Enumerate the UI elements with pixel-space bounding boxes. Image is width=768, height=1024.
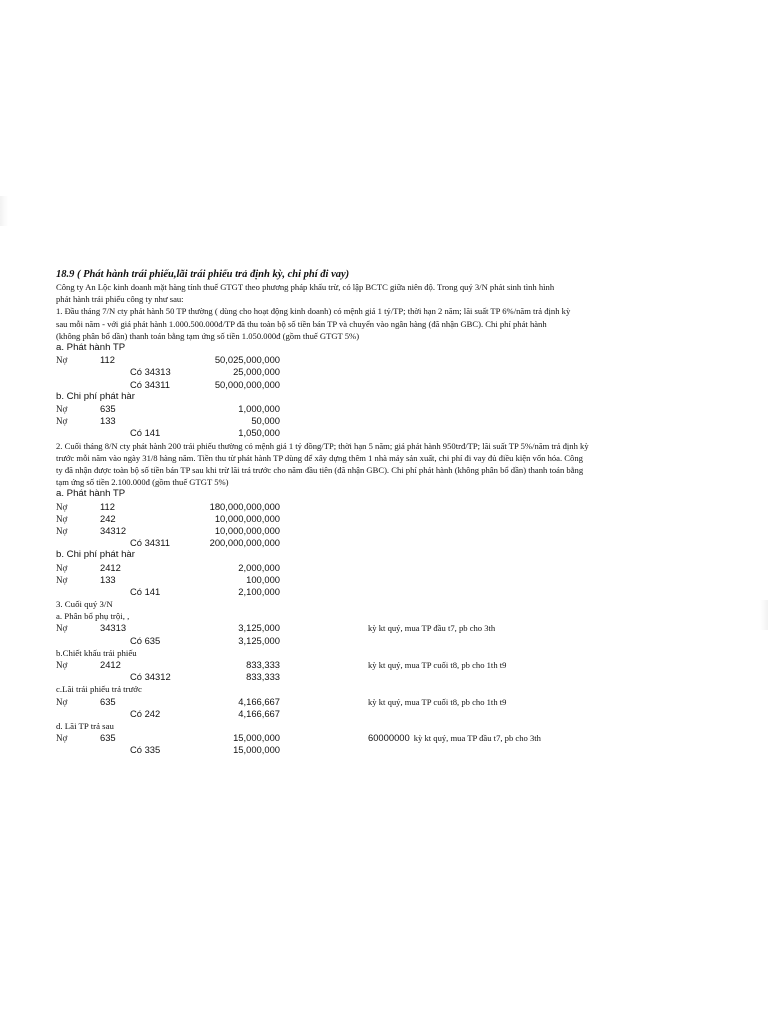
credit-account: Có 335 xyxy=(130,744,161,756)
amount: 3,125,000 xyxy=(238,622,280,634)
amount: 3,125,000 xyxy=(238,634,280,646)
credit-account: Có 141 xyxy=(130,585,161,597)
journal-row xyxy=(56,574,716,586)
journal-row xyxy=(56,635,716,647)
journal-row xyxy=(56,525,716,537)
amount: 15,000,000 xyxy=(233,732,280,744)
section1a-label: a. Phát hành TP xyxy=(56,342,126,354)
credit-account: Có 242 xyxy=(130,707,161,719)
account: 112 xyxy=(100,354,115,366)
entry-note: kỳ kt quý, mua TP cuối t8, pb cho 1th t9 xyxy=(368,660,507,671)
credit-account: Có 635 xyxy=(130,634,161,646)
amount: 50,025,000,000 xyxy=(214,354,280,366)
amount: 4,166,667 xyxy=(238,707,280,719)
journal-row xyxy=(56,708,716,720)
journal-row xyxy=(56,659,716,671)
side-label: Nợ xyxy=(56,696,68,707)
side-label: Nợ xyxy=(56,525,68,536)
account: 2412 xyxy=(100,561,121,573)
account: 635 xyxy=(100,732,116,744)
journal-row xyxy=(56,354,716,366)
journal-row xyxy=(56,379,716,391)
entry-note xyxy=(368,732,541,744)
page-edge-left xyxy=(0,196,8,226)
entry-note: kỳ kt quý, mua TP đầu t7, pb cho 3th xyxy=(368,623,496,634)
side-label: Nợ xyxy=(56,501,68,512)
section2b-label: b. Chi phí phát hàr xyxy=(56,549,135,561)
amount: 10,000,000,000 xyxy=(214,524,280,536)
amount: 180,000,000,000 xyxy=(209,500,280,512)
journal-entry-3b xyxy=(56,659,716,683)
journal-row xyxy=(56,744,716,756)
amount: 1,000,000 xyxy=(238,402,280,414)
account: 133 xyxy=(100,415,116,427)
journal-row xyxy=(56,537,716,549)
intro-line: phát hành trái phiếu công ty như sau: xyxy=(56,294,184,305)
amount: 25,000,000 xyxy=(233,366,280,378)
journal-entry-3a xyxy=(56,622,716,646)
section2-text: trước mỗi năm vào ngày 31/8 hàng năm. Tiền thu từ phát hành TP dùng để xây dựng thêm 1 nhà máy sản xuất, chi phí đi vay đủ điều kiện vốn hóa. Công xyxy=(56,452,583,463)
journal-row xyxy=(56,513,716,525)
page-edge-right xyxy=(760,600,768,630)
section1-text: sau mỗi năm - với giá phát hành 1.000.500.000đ/TP đã thu toàn bộ số tiền bán TP và chuyển vào ngân hàng (đã nhận GBC). Chi phí phát hành xyxy=(56,318,547,329)
side-label: Nợ xyxy=(56,403,68,414)
exercise-title: 18.9 ( Phát hành trái phiếu,lãi trái phiếu trả định kỳ, chi phí đi vay) xyxy=(56,269,350,280)
journal-row xyxy=(56,403,716,415)
amount: 2,000,000 xyxy=(238,561,280,573)
amount: 50,000,000,000 xyxy=(214,378,280,390)
account: 2412 xyxy=(100,659,121,671)
section1b-label: b. Chi phí phát hàr xyxy=(56,390,135,402)
section3d-label: d. Lãi TP trả sau xyxy=(56,721,114,732)
section1-text: 1. Đầu tháng 7/N cty phát hành 50 TP thường ( dùng cho hoạt động kinh doanh) có mệnh giá 1 tỷ/TP; thời hạn 2 năm; lãi suất TP 6%/năm trả định kỳ xyxy=(56,306,571,317)
amount: 200,000,000,000 xyxy=(209,537,280,549)
section1-text: (không phân bổ dần) thanh toán bằng tạm ứng số tiền 1.050.000đ (gồm thuế GTGT 5%) xyxy=(56,330,360,341)
section2-text: ty đã nhận được toàn bộ số tiền bán TP sau khi trừ lãi trả trước cho năm đầu tiên (đã nhận GBC). Chi phí phát hành (không phân bổ dần) thanh toán bằng xyxy=(56,464,584,475)
amount: 50,000 xyxy=(251,415,280,427)
journal-row xyxy=(56,501,716,513)
account: 242 xyxy=(100,512,116,524)
section2-text: tạm ứng số tiền 2.100.000đ (gồm thuế GTGT 5%) xyxy=(56,477,229,488)
account: 133 xyxy=(100,573,116,585)
entry-note: kỳ kt quý, mua TP cuối t8, pb cho 1th t9 xyxy=(368,696,507,707)
account: 112 xyxy=(100,500,115,512)
journal-row xyxy=(56,586,716,598)
side-label: Nợ xyxy=(56,513,68,524)
journal-row xyxy=(56,415,716,427)
journal-entry-3c xyxy=(56,696,716,720)
amount: 2,100,000 xyxy=(238,585,280,597)
journal-entry-2a xyxy=(56,501,716,550)
section3b-label: b.Chiết khấu trái phiếu xyxy=(56,647,137,658)
amount: 10,000,000,000 xyxy=(214,512,280,524)
journal-row xyxy=(56,732,716,744)
section2-text: 2. Cuối tháng 8/N cty phát hành 200 trái phiếu thường có mệnh giá 1 tỷ đồng/TP; thời hạn 5 năm; giá phát hành 950trđ/TP; lãi suất TP 5%/năm trả định kỳ xyxy=(56,440,589,451)
journal-entry-1a xyxy=(56,354,716,391)
account: 34313 xyxy=(100,622,127,634)
credit-account: Có 141 xyxy=(130,427,161,439)
journal-entry-2b xyxy=(56,562,716,599)
side-label: Nợ xyxy=(56,562,68,573)
amount: 833,333 xyxy=(246,659,280,671)
account: 34312 xyxy=(100,524,127,536)
journal-row xyxy=(56,696,716,708)
journal-row xyxy=(56,671,716,683)
side-label: Nợ xyxy=(56,355,68,366)
interest-total: 60000000 xyxy=(368,732,410,744)
credit-account: Có 34311 xyxy=(130,537,170,549)
side-label: Nợ xyxy=(56,660,68,671)
section3c-label: c.Lãi trái phiếu trả trước xyxy=(56,684,142,695)
journal-row xyxy=(56,366,716,378)
journal-row xyxy=(56,622,716,634)
journal-row xyxy=(56,562,716,574)
amount: 15,000,000 xyxy=(233,744,280,756)
section3-label: 3. Cuối quý 3/N xyxy=(56,599,113,610)
entry-note-text: kỳ kt quý, mua TP đầu t7, pb cho 3th xyxy=(413,733,541,744)
amount: 833,333 xyxy=(246,671,280,683)
intro-line: Công ty An Lộc kinh doanh mặt hàng tính thuế GTGT theo phương pháp khấu trừ, có lập BCTC giữa niên độ. Trong quý 3/N phát sinh tình hình xyxy=(56,282,555,292)
amount: 1,050,000 xyxy=(238,427,280,439)
section2a-label: a. Phát hành TP xyxy=(56,488,126,500)
exercise-sheet xyxy=(56,268,716,757)
journal-row xyxy=(56,427,716,439)
account: 635 xyxy=(100,402,116,414)
credit-account: Có 34313 xyxy=(130,366,171,378)
side-label: Nợ xyxy=(56,574,68,585)
credit-account: Có 34311 xyxy=(130,378,170,390)
credit-account: Có 34312 xyxy=(130,671,171,683)
side-label: Nợ xyxy=(56,623,68,634)
account: 635 xyxy=(100,695,116,707)
section3a-label: a. Phân bổ phụ trội, , xyxy=(56,611,130,622)
amount: 100,000 xyxy=(246,573,280,585)
amount: 4,166,667 xyxy=(238,695,280,707)
journal-entry-1b xyxy=(56,403,716,440)
journal-entry-3d xyxy=(56,732,716,756)
side-label: Nợ xyxy=(56,416,68,427)
side-label: Nợ xyxy=(56,733,68,744)
